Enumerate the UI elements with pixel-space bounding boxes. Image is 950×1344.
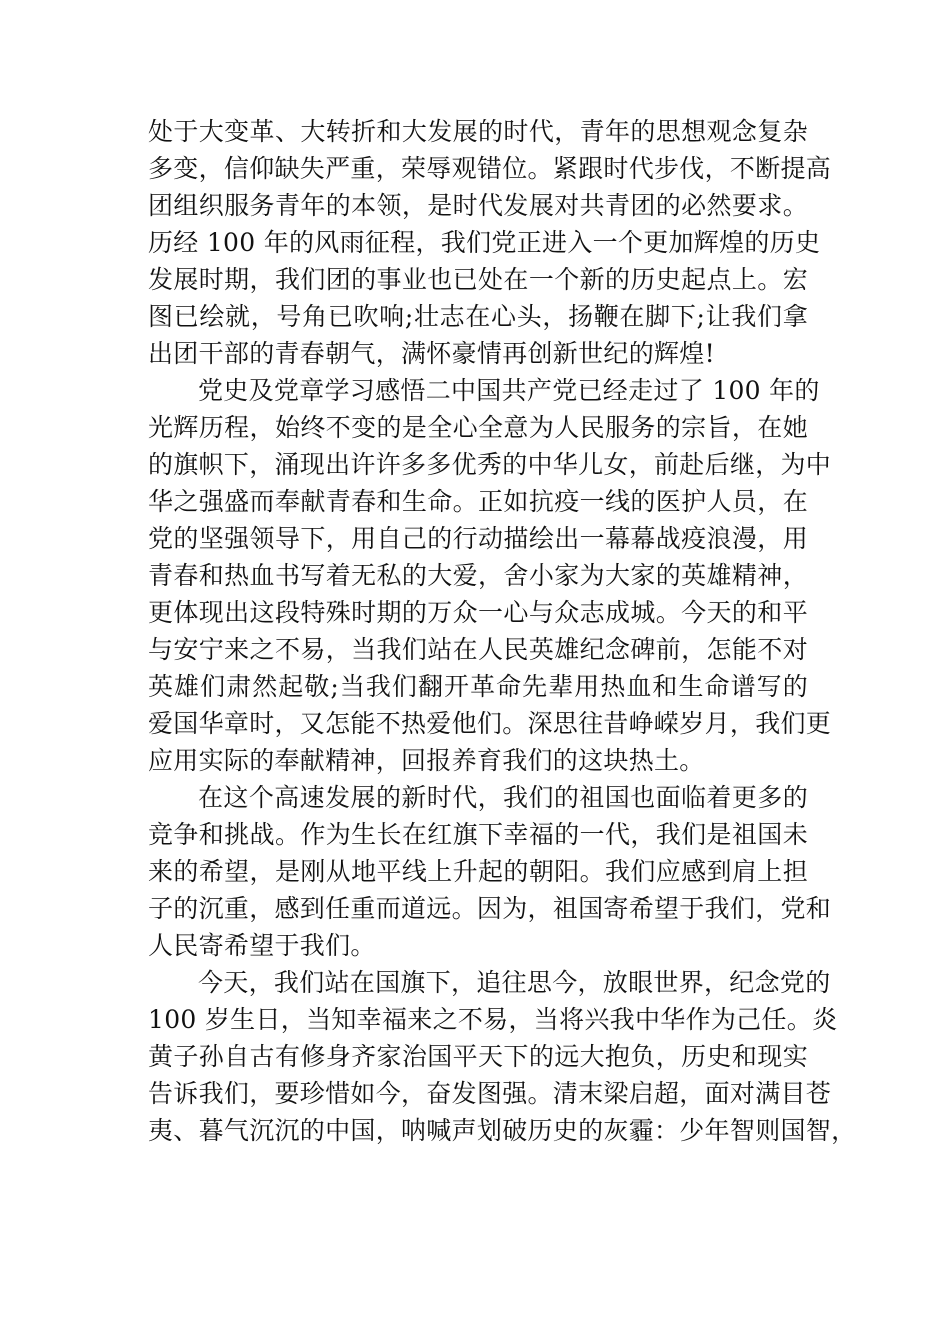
text-line: 与安宁来之不易，当我们站在人民英雄纪念碑前，怎能不对 bbox=[148, 635, 808, 664]
text-line: 应用实际的奉献精神，回报养育我们的这块热土。 bbox=[148, 746, 705, 775]
text-line: 子的沉重，感到任重而道远。因为，祖国寄希望于我们，党和 bbox=[148, 894, 832, 923]
text-line: 告诉我们，要珍惜如今，奋发图强。清末梁启超，面对满目苍 bbox=[148, 1079, 832, 1108]
text-line: 发展时期，我们团的事业也已处在一个新的历史起点上。宏 bbox=[148, 265, 808, 294]
text-line: 处于大变革、大转折和大发展的时代，青年的思想观念复杂 bbox=[148, 117, 808, 146]
text-line: 人民寄希望于我们。 bbox=[148, 931, 376, 960]
text-line: 党史及党章学习感悟二中国共产党已经走过了 100 年的 bbox=[198, 376, 820, 405]
text-line: 黄子孙自古有修身齐家治国平天下的远大抱负，历史和现实 bbox=[148, 1042, 808, 1071]
paragraph bbox=[148, 779, 832, 964]
paragraph bbox=[148, 964, 857, 1149]
text-line: 党的坚强领导下，用自己的行动描绘出一幕幕战疫浪漫，用 bbox=[148, 524, 808, 553]
document-body bbox=[148, 113, 857, 1149]
text-line: 爱国华章时，又怎能不热爱他们。深思往昔峥嵘岁月，我们更 bbox=[148, 709, 832, 738]
text-line: 英雄们肃然起敬;当我们翻开革命先辈用热血和生命谱写的 bbox=[148, 672, 808, 701]
text-line: 100 岁生日，当知幸福来之不易，当将兴我中华作为己任。炎 bbox=[148, 1005, 838, 1034]
text-line: 更体现出这段特殊时期的万众一心与众志成城。今天的和平 bbox=[148, 598, 808, 627]
text-line: 竞争和挑战。作为生长在红旗下幸福的一代，我们是祖国未 bbox=[148, 820, 808, 849]
text-line: 图已绘就，号角已吹响;壮志在心头，扬鞭在脚下;让我们拿 bbox=[148, 302, 808, 331]
text-line: 历经 100 年的风雨征程，我们党正进入一个更加辉煌的历史 bbox=[148, 228, 821, 257]
paragraph bbox=[148, 113, 832, 372]
text-line: 光辉历程，始终不变的是全心全意为人民服务的宗旨，在她 bbox=[148, 413, 808, 442]
text-line: 团组织服务青年的本领，是时代发展对共青团的必然要求。 bbox=[148, 191, 808, 220]
text-line: 华之强盛而奉献青春和生命。正如抗疫一线的医护人员，在 bbox=[148, 487, 808, 516]
text-line: 在这个高速发展的新时代，我们的祖国也面临着更多的 bbox=[198, 783, 808, 812]
paragraph bbox=[148, 372, 832, 779]
text-line: 出团干部的青春朝气，满怀豪情再创新世纪的辉煌! bbox=[148, 339, 715, 368]
text-line: 的旗帜下，涌现出许许多多优秀的中华儿女，前赴后继，为中 bbox=[148, 450, 832, 479]
text-line: 今天，我们站在国旗下，追往思今，放眼世界，纪念党的 bbox=[198, 968, 831, 997]
text-line: 夷、暮气沉沉的中国，呐喊声划破历史的灰霾：少年智则国智， bbox=[148, 1116, 857, 1145]
text-line: 多变，信仰缺失严重，荣辱观错位。紧跟时代步伐，不断提高 bbox=[148, 154, 832, 183]
text-line: 青春和热血书写着无私的大爱，舍小家为大家的英雄精神， bbox=[148, 561, 808, 590]
text-line: 来的希望，是刚从地平线上升起的朝阳。我们应感到肩上担 bbox=[148, 857, 808, 886]
